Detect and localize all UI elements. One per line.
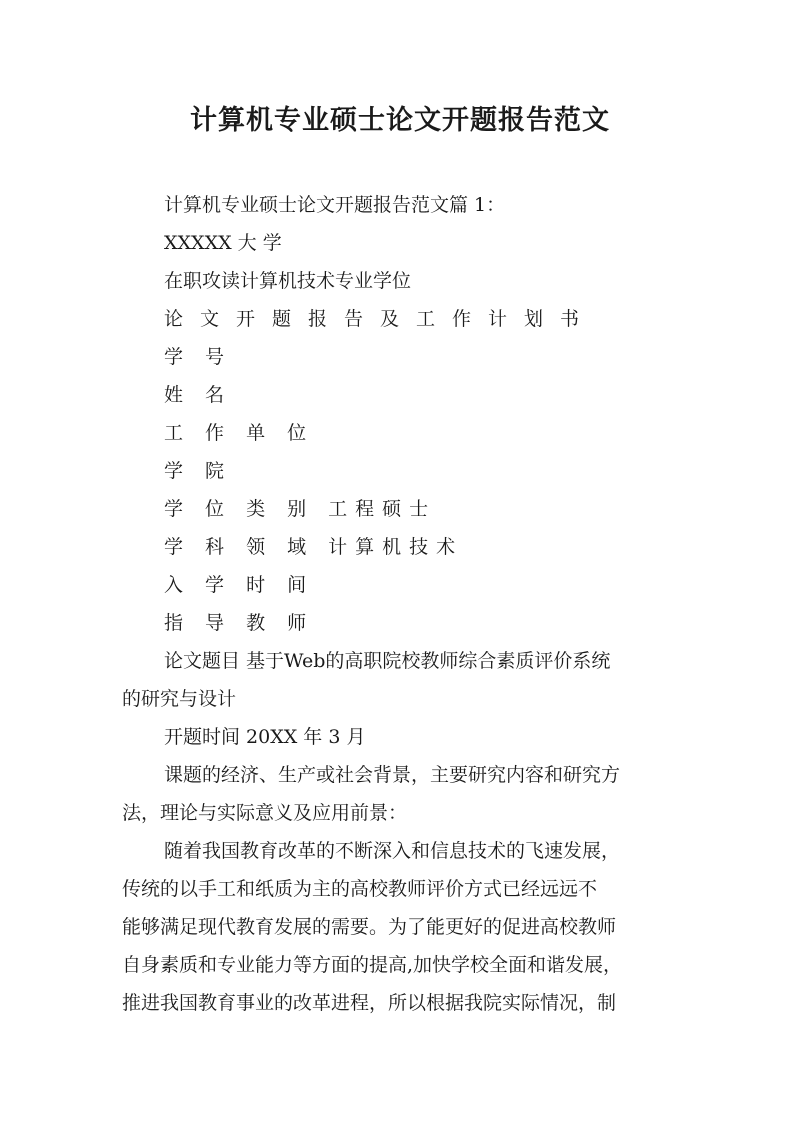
proposal-time-line: 开题时间 20XX 年 3 月 <box>164 726 366 748</box>
thesis-topic-continuation: 的研究与设计 <box>122 688 237 710</box>
work-unit-label: 工 作 单 位 <box>164 422 315 444</box>
background-prompt-line-1: 课题的经济、生产或社会背景，主要研究内容和研究方 <box>164 764 621 786</box>
college-label: 学 院 <box>164 460 233 482</box>
degree-line: 在职攻读计算机技术专业学位 <box>164 270 412 292</box>
field-line: 学 科 领 域 计算机技术 <box>164 536 464 558</box>
section-heading: 计算机专业硕士论文开题报告范文篇 1： <box>164 194 506 216</box>
enrollment-time-label: 入 学 时 间 <box>164 574 315 596</box>
body-paragraph-line-5: 推进我国教育事业的改革进程，所以根据我院实际情况，制 <box>122 992 617 1014</box>
degree-type-line: 学 位 类 别 工程硕士 <box>164 498 437 520</box>
thesis-topic-line: 论文题目 基于Web的高职院校教师综合素质评价系统 <box>164 650 611 672</box>
body-paragraph-line-4: 自身素质和专业能力等方面的提高,加快学校全面和谐发展， <box>122 954 623 976</box>
name-label: 姓 名 <box>164 384 233 406</box>
background-prompt-line-2: 法，理论与实际意义及应用前景： <box>122 802 408 824</box>
body-paragraph-line-3: 能够满足现代教育发展的需要。为了能更好的促进高校教师 <box>122 916 617 938</box>
body-paragraph-line-2: 传统的以手工和纸质为主的高校教师评价方式已经远远不 <box>122 878 598 900</box>
body-paragraph-line-1: 随着我国教育改革的不断深入和信息技术的飞速发展， <box>164 840 621 862</box>
advisor-label: 指 导 教 师 <box>164 612 315 634</box>
document-title: 计算机专业硕士论文开题报告范文 <box>190 105 610 136</box>
report-title-line: 论文开题报告及工作计划书 <box>164 308 597 330</box>
student-id-label: 学 号 <box>164 346 233 368</box>
university-line: XXXXX 大 学 <box>164 232 282 254</box>
